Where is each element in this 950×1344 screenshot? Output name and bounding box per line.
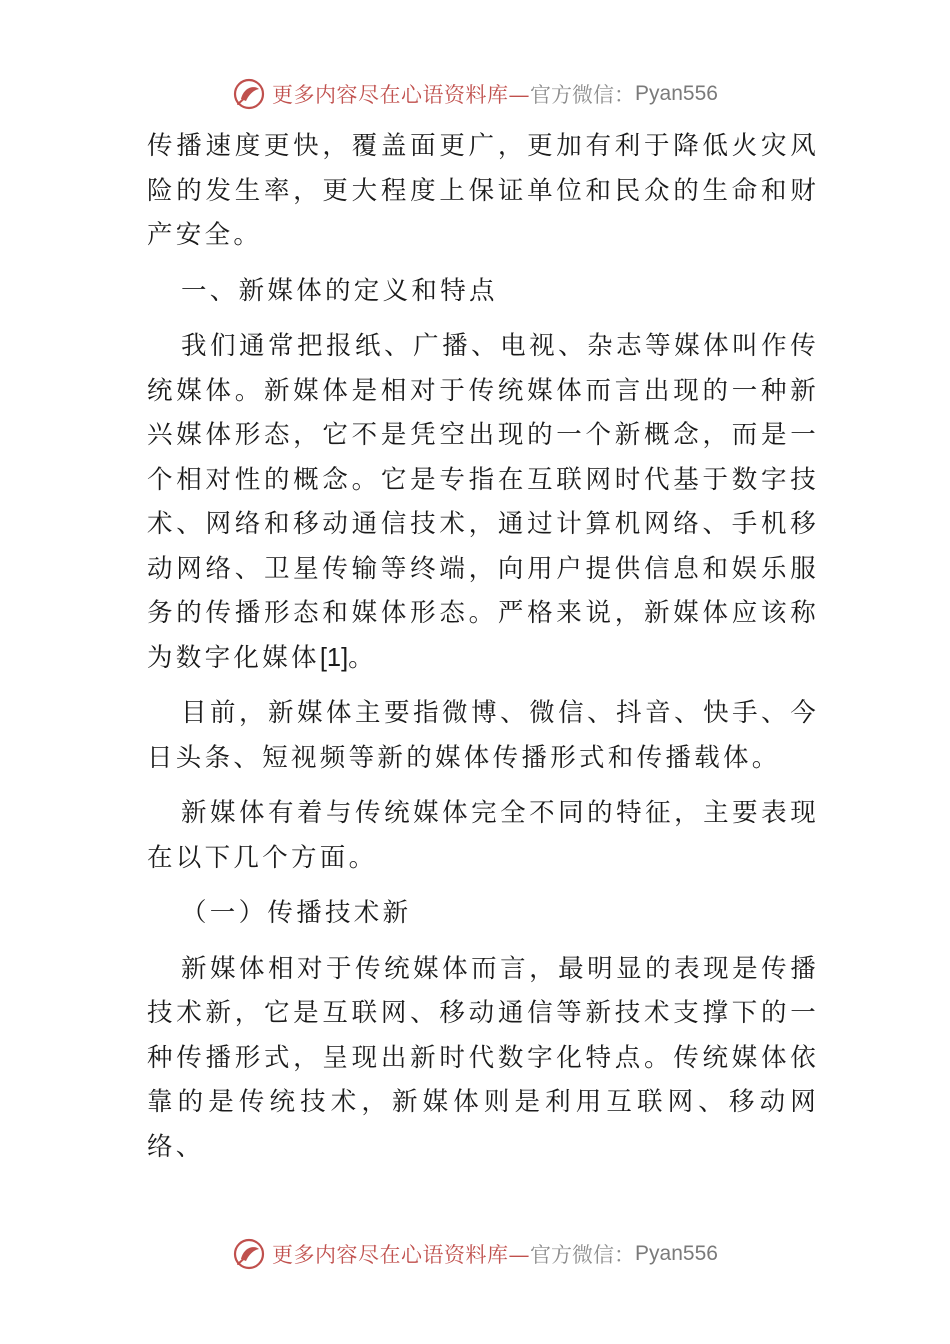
- header-banner: [0, 74, 950, 114]
- paragraph-definition: [147, 324, 819, 680]
- document-body: [147, 124, 819, 1169]
- footer-wechat-label: 官方微信：: [530, 1243, 636, 1267]
- paragraph-definition-text: 我们通常把报纸、广播、电视、杂志等媒体叫作传统媒体。新媒体是相对于传统媒体而言出现的一种新兴媒体形态，它不是凭空出现的一个新概念，而是一个相对性的概念。它是专指在互联网时代基于数字技术、网络和移动通信技术，通过计算机网络、手机移动网络、卫星传输等终端，向用户提供信息和娱乐服务的传播形态和媒体形态。严格来说，新媒体应该称为数字化媒体: [147, 331, 819, 673]
- footer-banner-text: 更多内容尽在心语资料库—: [272, 1243, 531, 1267]
- brand-logo-icon: [232, 1237, 266, 1271]
- paragraph-definition-end: 。: [348, 642, 377, 673]
- footer-banner: [0, 1234, 950, 1274]
- section-heading-1: 一、新媒体的定义和特点: [181, 275, 498, 306]
- paragraph-examples: 目前，新媒体主要指微博、微信、抖音、快手、今日头条、短视频等新的媒体传播形式和传播载体。: [147, 698, 819, 773]
- paragraph-features-intro: 新媒体有着与传统媒体完全不同的特征，主要表现在以下几个方面。: [147, 798, 819, 873]
- header-wechat-id: Pyan556: [635, 82, 718, 105]
- header-wechat-label: 官方微信：: [530, 83, 636, 107]
- footer-wechat-id: Pyan556: [635, 1242, 718, 1265]
- brand-logo-icon: [232, 77, 266, 111]
- header-banner-text: 更多内容尽在心语资料库—: [272, 83, 531, 107]
- paragraph-continuation: 传播速度更快，覆盖面更广，更加有利于降低火灾风险的发生率，更大程度上保证单位和民众的生命和财产安全。: [147, 131, 819, 250]
- paragraph-tech: 新媒体相对于传统媒体而言，最明显的表现是传播技术新，它是互联网、移动通信等新技术支撑下的一种传播形式，呈现出新时代数字化特点。传统媒体依靠的是传统技术，新媒体则是利用互联网、移动网络、: [147, 953, 819, 1162]
- citation-ref: [1]: [319, 643, 349, 672]
- section-heading-2: （一）传播技术新: [181, 898, 412, 928]
